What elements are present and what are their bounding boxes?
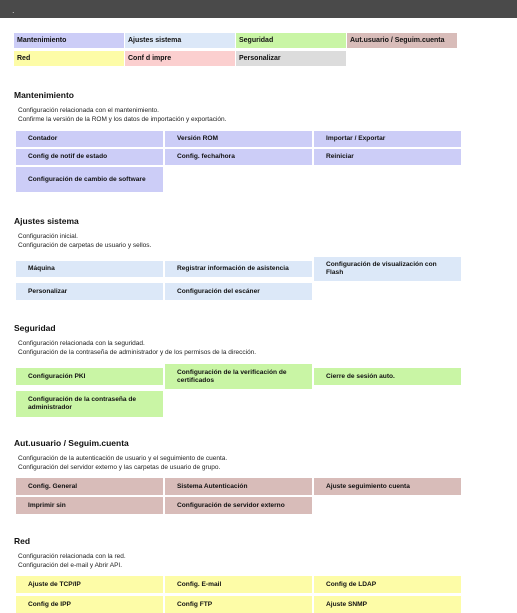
config-pki-button[interactable]: Configuración PKI	[16, 368, 163, 385]
tab-aut-usuario[interactable]: Aut.usuario / Seguim.cuenta	[347, 33, 457, 48]
config-notif-estado-button[interactable]: Config de notif de estado	[16, 149, 163, 165]
config-escaner-button[interactable]: Configuración del escáner	[165, 283, 312, 300]
section-seguridad	[14, 322, 474, 411]
tab-conf-impre[interactable]: Conf d impre	[125, 51, 235, 66]
tab-mantenimiento[interactable]: Mantenimiento	[14, 33, 124, 48]
config-contrasena-admin-button[interactable]: Configuración de la contraseña de administrador	[16, 391, 163, 417]
ajuste-snmp-button[interactable]: Ajuste SNMP	[314, 596, 461, 613]
category-tabs	[14, 33, 458, 69]
section-description	[18, 553, 474, 570]
config-ipp-button[interactable]: Config de IPP	[16, 596, 163, 613]
description-line: Configuración de la contraseña de administrador y de los permisos de la dirección.	[18, 348, 257, 356]
section-title: Aut.usuario / Seguim.cuenta	[14, 438, 129, 448]
description-line: Configuración relacionada con el mantenimiento.	[18, 107, 159, 114]
registrar-asistencia-button[interactable]: Registrar información de asistencia	[165, 261, 312, 277]
version-rom-button[interactable]: Versión ROM	[165, 131, 312, 147]
section-ajustes-sistema	[14, 215, 474, 295]
reiniciar-button[interactable]: Reiniciar	[314, 149, 461, 165]
section-mantenimiento	[14, 89, 474, 183]
tab-red[interactable]: Red	[14, 51, 124, 66]
description-line: Configuración relacionada con la seguridad.	[18, 340, 145, 347]
config-ldap-button[interactable]: Config de LDAP	[314, 576, 461, 593]
section-title: Ajustes sistema	[14, 216, 79, 226]
section-description	[18, 455, 474, 472]
description-line: Configuración inicial.	[18, 233, 78, 240]
cierre-sesion-auto-button[interactable]: Cierre de sesión auto.	[314, 368, 461, 385]
window-titlebar	[0, 0, 517, 18]
description-line: Configuración del servidor externo y las carpetas de usuario de grupo.	[18, 463, 221, 471]
description-line: Configuración relacionada con la red.	[18, 553, 126, 560]
description-line: Confirme la versión de la ROM y los datos de importación y exportación.	[18, 115, 227, 123]
window-title: .	[12, 5, 15, 15]
section-description	[18, 107, 474, 124]
config-email-button[interactable]: Config. E-mail	[165, 576, 312, 593]
config-fecha-hora-button[interactable]: Config. fecha/hora	[165, 149, 312, 165]
description-line: Configuración del e-mail y Abrir API.	[18, 561, 123, 569]
importar-exportar-button[interactable]: Importar / Exportar	[314, 131, 461, 147]
config-visualizacion-flash-button[interactable]: Configuración de visualización con Flash	[314, 257, 461, 281]
section-red	[14, 535, 474, 608]
section-title: Red	[14, 536, 31, 546]
tab-personalizar[interactable]: Personalizar	[236, 51, 346, 66]
config-servidor-externo-button[interactable]: Configuración de servidor externo	[165, 497, 312, 514]
section-aut-usuario	[14, 437, 474, 509]
ajuste-seguimiento-cuenta-button[interactable]: Ajuste seguimiento cuenta	[314, 478, 461, 495]
config-verificacion-certificados-button[interactable]: Configuración de la verificación de certificados	[165, 364, 312, 389]
contador-button[interactable]: Contador	[16, 131, 163, 147]
section-description	[18, 340, 474, 357]
personalizar-button[interactable]: Personalizar	[16, 283, 163, 300]
config-ftp-button[interactable]: Config FTP	[165, 596, 312, 613]
tab-ajustes-sistema[interactable]: Ajustes sistema	[125, 33, 235, 48]
config-general-button[interactable]: Config. General	[16, 478, 163, 495]
imprimir-sin-button[interactable]: Imprimir sin	[16, 497, 163, 514]
section-title: Mantenimiento	[14, 90, 74, 100]
tab-seguridad[interactable]: Seguridad	[236, 33, 346, 48]
maquina-button[interactable]: Máquina	[16, 261, 163, 277]
section-title: Seguridad	[14, 323, 56, 333]
ajuste-tcpip-button[interactable]: Ajuste de TCP/IP	[16, 576, 163, 593]
sistema-autenticacion-button[interactable]: Sistema Autenticación	[165, 478, 312, 495]
section-description	[18, 233, 474, 250]
description-line: Configuración de carpetas de usuario y sellos.	[18, 241, 152, 249]
config-cambio-software-button[interactable]: Configuración de cambio de software	[16, 167, 163, 192]
description-line: Configuración de la autenticación de usuario y el seguimiento de cuenta.	[18, 455, 228, 462]
